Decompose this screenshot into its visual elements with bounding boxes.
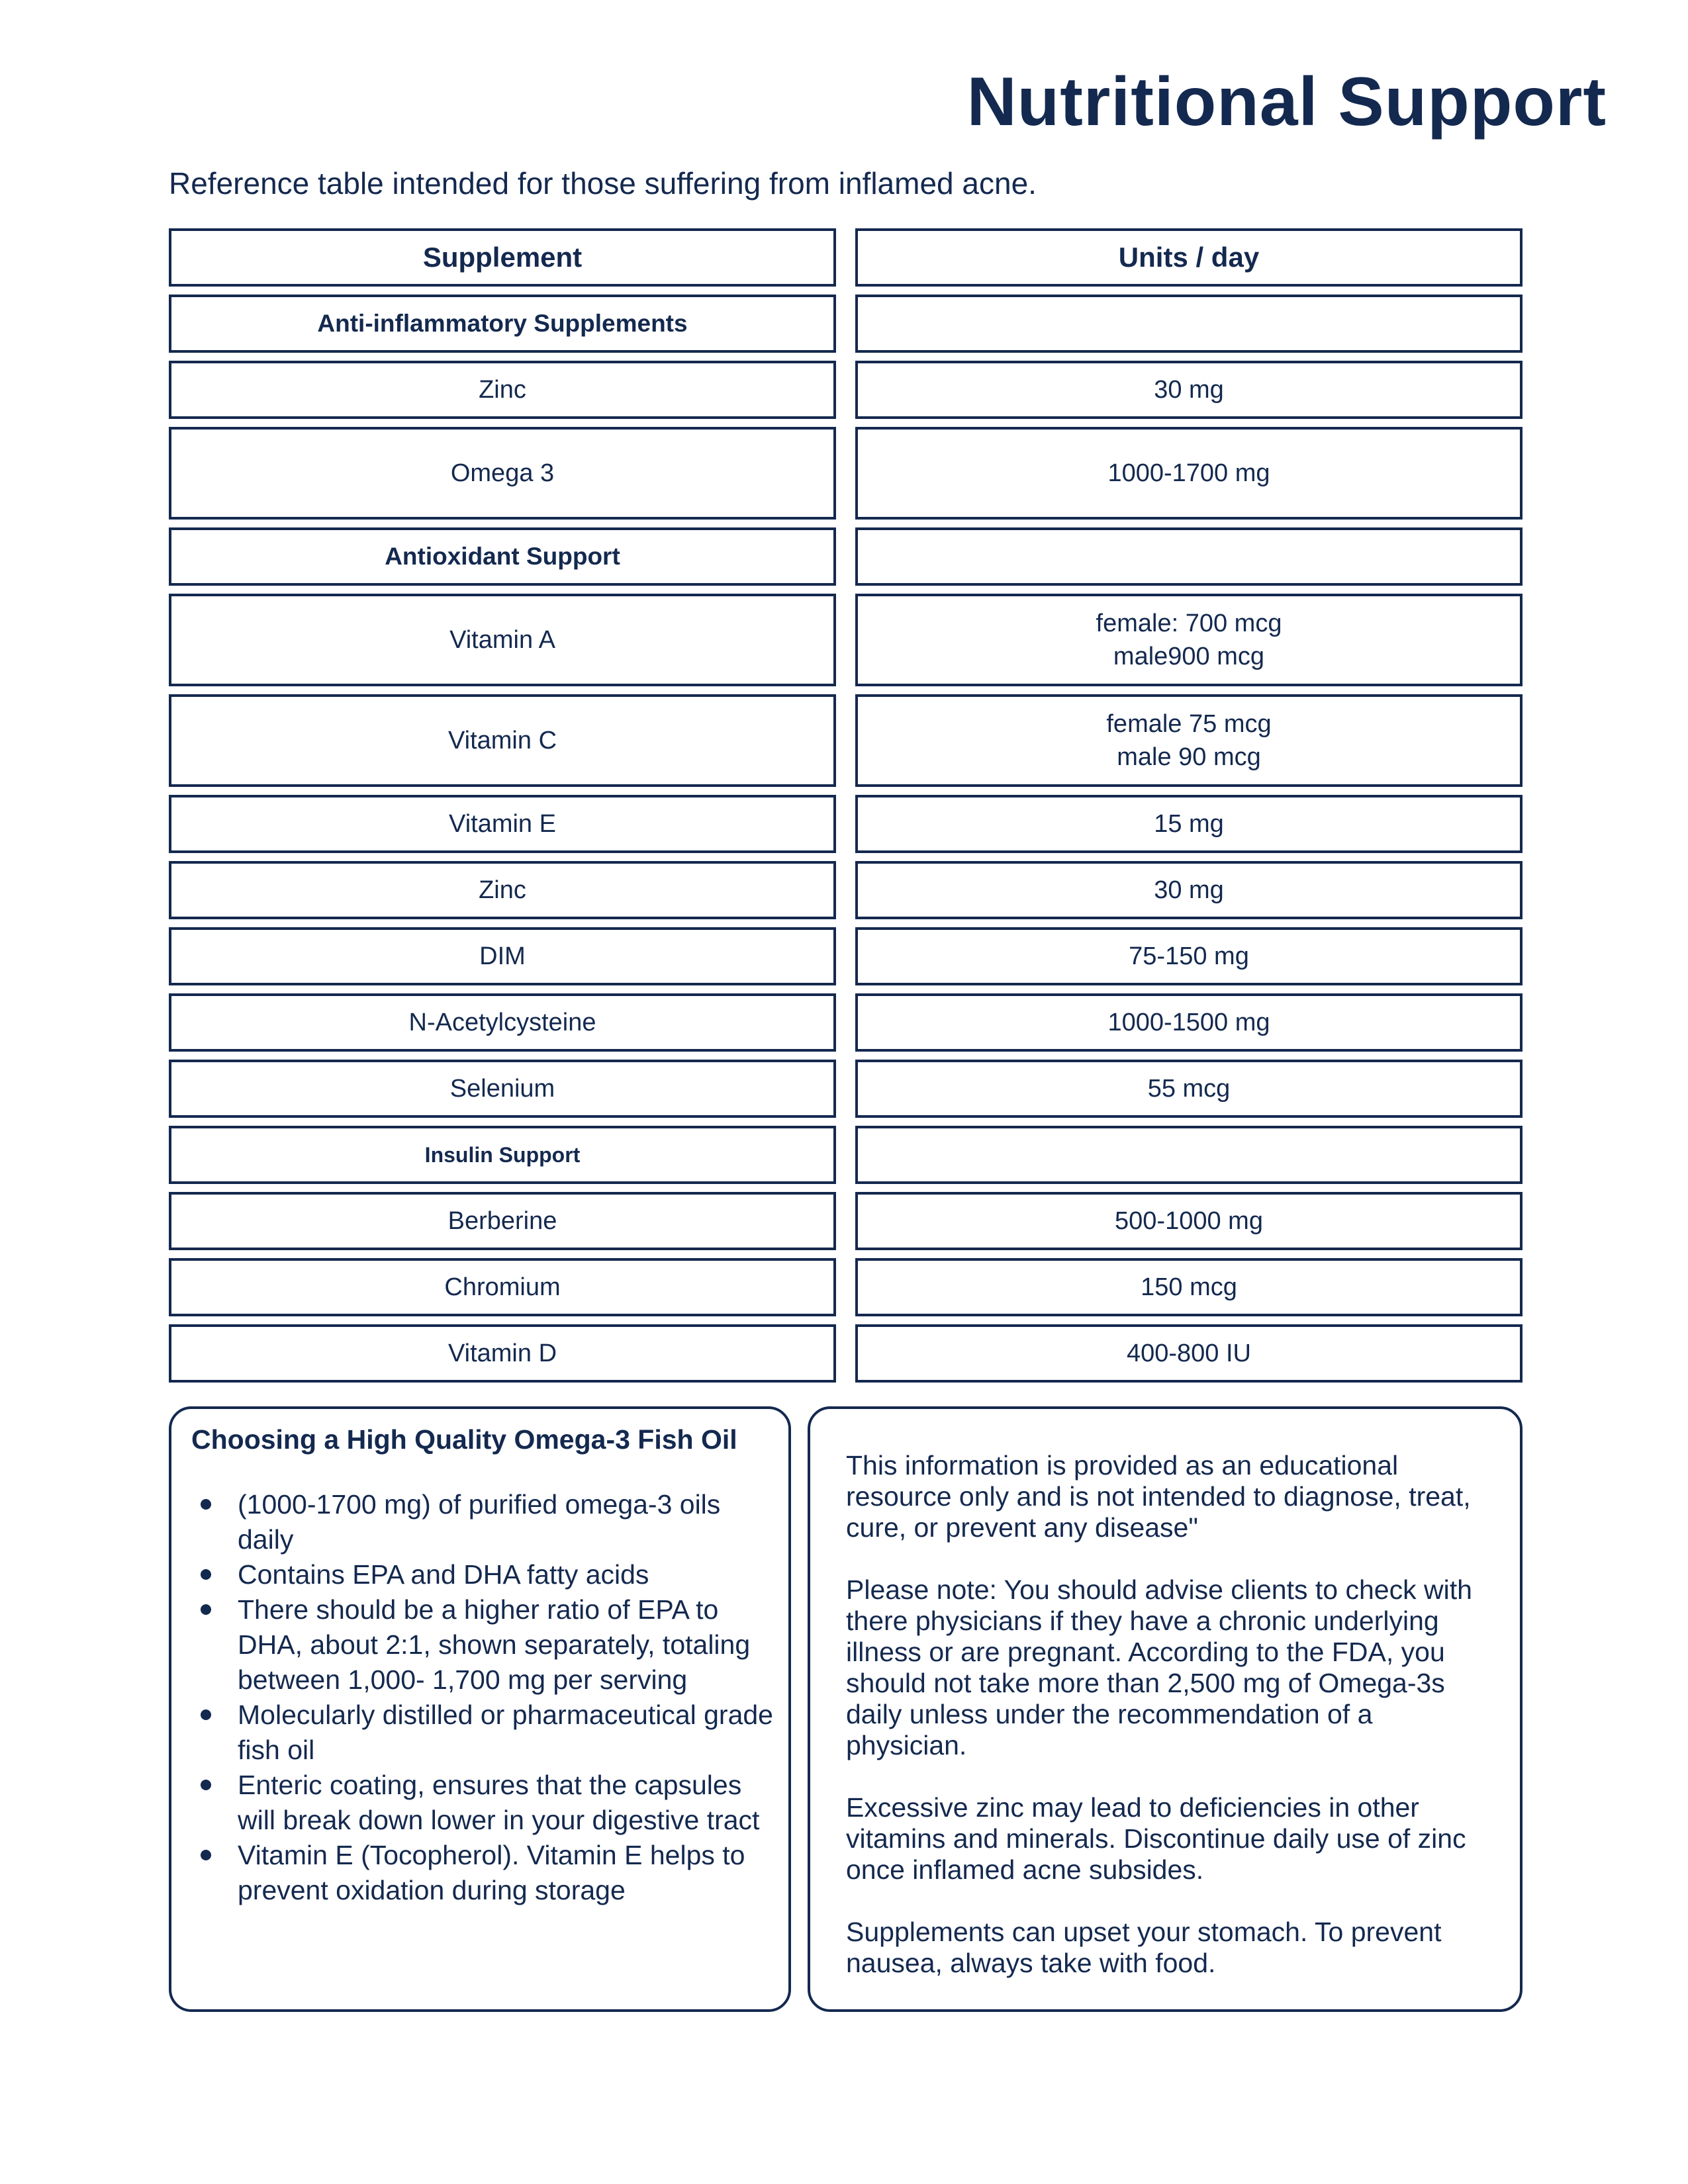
supplement-cell	[169, 427, 836, 520]
list-item	[191, 1487, 775, 1557]
supplement-name: Vitamin E	[449, 810, 556, 838]
table-header-row	[169, 228, 1523, 287]
bullet-icon	[201, 1499, 211, 1510]
disclaimer-paragraph: Excessive zinc may lead to deficiencies in other vitamins and minerals. Discontinue daily use of zinc once inflamed acne subsides.	[846, 1792, 1466, 1885]
bullet-icon	[201, 1569, 211, 1580]
units-value: 1000-1500 mg	[1107, 1009, 1270, 1036]
units-value: female 75 mcg male 90 mcg	[1106, 710, 1272, 771]
units-cell	[855, 694, 1523, 787]
table-row	[169, 361, 1523, 419]
supplement-table	[169, 228, 1523, 1390]
units-cell	[855, 594, 1523, 686]
table-section-row	[169, 295, 1523, 353]
bullet-icon	[201, 1604, 211, 1615]
bullet-text: Vitamin E (Tocopherol). Vitamin E helps to prevent oxidation during storage	[238, 1840, 745, 1905]
disclaimer-paragraph: Please note: You should advise clients to check with there physicians if they have a chronic underlying illness or are pregnant. According to the FDA, you should not take more than 2,500 mg of Omega-3s daily unless under the recommendation of a physician.	[846, 1574, 1472, 1760]
table-row	[169, 594, 1523, 686]
units-cell	[855, 1060, 1523, 1118]
units-value: 75-150 mg	[1129, 942, 1249, 970]
supplement-name: Chromium	[444, 1273, 561, 1301]
page-title: Nutritional Support	[966, 64, 1607, 140]
table-row	[169, 1060, 1523, 1118]
bullet-text: (1000-1700 mg) of purified omega-3 oils daily	[238, 1489, 721, 1555]
units-value: 30 mg	[1154, 876, 1224, 904]
table-section-row	[169, 1126, 1523, 1184]
supplement-cell	[169, 1126, 836, 1184]
supplement-cell	[169, 295, 836, 353]
supplement-name: Zinc	[479, 876, 526, 904]
supplement-cell	[169, 361, 836, 419]
supplement-name: Berberine	[447, 1207, 557, 1235]
units-value: 400-800 IU	[1126, 1340, 1251, 1367]
supplement-cell	[169, 927, 836, 985]
bullet-text: Molecularly distilled or pharmaceutical grade fish oil	[238, 1700, 773, 1765]
table-row	[169, 861, 1523, 919]
units-cell	[855, 427, 1523, 520]
units-value: 30 mg	[1154, 376, 1224, 404]
units-cell	[855, 1126, 1523, 1184]
bullet-icon	[201, 1780, 211, 1790]
units-value: 150 mcg	[1141, 1273, 1237, 1301]
table-row	[169, 993, 1523, 1052]
page-subtitle: Reference table intended for those suffering from inflamed acne.	[169, 166, 1037, 201]
units-cell	[855, 295, 1523, 353]
table-row	[169, 1192, 1523, 1250]
supplement-name: Selenium	[449, 1075, 555, 1103]
list-item	[191, 1592, 775, 1698]
supplement-name: N-Acetylcysteine	[408, 1009, 596, 1036]
units-cell	[855, 1192, 1523, 1250]
units-cell	[855, 361, 1523, 419]
units-value: female: 700 mcg male900 mcg	[1096, 610, 1282, 670]
units-value: 1000-1700 mg	[1107, 459, 1270, 487]
bullet-text: There should be a higher ratio of EPA to DHA, about 2:1, shown separately, totaling between 1,000- 1,700 mg per serving	[238, 1594, 751, 1695]
supplement-cell	[169, 694, 836, 787]
supplement-cell	[169, 1060, 836, 1118]
supplement-name: Vitamin D	[447, 1340, 557, 1367]
supplement-name: Anti-inflammatory Supplements	[317, 310, 688, 337]
supplement-cell	[169, 861, 836, 919]
supplement-cell	[169, 1192, 836, 1250]
table-row	[169, 927, 1523, 985]
units-cell	[855, 795, 1523, 853]
disclaimer-text	[846, 1450, 1493, 1979]
list-item	[191, 1557, 775, 1592]
table-body	[169, 295, 1523, 1383]
supplement-cell	[169, 527, 836, 586]
supplement-cell	[169, 1324, 836, 1383]
supplement-cell	[169, 993, 836, 1052]
omega-bullet-list	[191, 1487, 775, 1908]
bullet-icon	[201, 1709, 211, 1720]
units-value: 500-1000 mg	[1115, 1207, 1263, 1235]
supplement-name: Zinc	[479, 376, 526, 404]
units-value: 15 mg	[1154, 810, 1224, 838]
list-item	[191, 1768, 775, 1838]
bullet-icon	[201, 1850, 211, 1860]
units-cell	[855, 1324, 1523, 1383]
supplement-name: Insulin Support	[424, 1143, 581, 1167]
table-section-row	[169, 527, 1523, 586]
units-cell	[855, 993, 1523, 1052]
disclaimer-paragraph: Supplements can upset your stomach. To prevent nausea, always take with food.	[846, 1917, 1442, 1978]
supplement-cell	[169, 594, 836, 686]
disclaimer-box	[808, 1406, 1523, 2012]
list-item	[191, 1838, 775, 1908]
table-row	[169, 694, 1523, 787]
table-row	[169, 1258, 1523, 1316]
units-value: 55 mcg	[1147, 1075, 1231, 1103]
units-cell	[855, 527, 1523, 586]
disclaimer-paragraph: This information is provided as an educational resource only and is not intended to diagnose, treat, cure, or prevent any disease"	[846, 1450, 1471, 1543]
units-cell	[855, 927, 1523, 985]
omega-box-title: Choosing a High Quality Omega-3 Fish Oil	[191, 1424, 737, 1455]
supplement-name: Vitamin A	[449, 626, 555, 654]
table-row	[169, 795, 1523, 853]
supplement-name: Omega 3	[450, 459, 555, 487]
table-row	[169, 427, 1523, 520]
omega-info-box	[169, 1406, 791, 2012]
header-units: Units / day	[855, 228, 1523, 287]
bullet-text: Contains EPA and DHA fatty acids	[238, 1559, 649, 1590]
supplement-name: Antioxidant Support	[385, 543, 620, 570]
units-cell	[855, 861, 1523, 919]
units-cell	[855, 1258, 1523, 1316]
header-supplement: Supplement	[169, 228, 836, 287]
table-row	[169, 1324, 1523, 1383]
supplement-cell	[169, 795, 836, 853]
supplement-name: DIM	[479, 942, 526, 970]
supplement-name: Vitamin C	[447, 727, 557, 754]
bullet-text: Enteric coating, ensures that the capsules will break down lower in your digestive tract	[238, 1770, 760, 1835]
supplement-cell	[169, 1258, 836, 1316]
list-item	[191, 1698, 775, 1768]
